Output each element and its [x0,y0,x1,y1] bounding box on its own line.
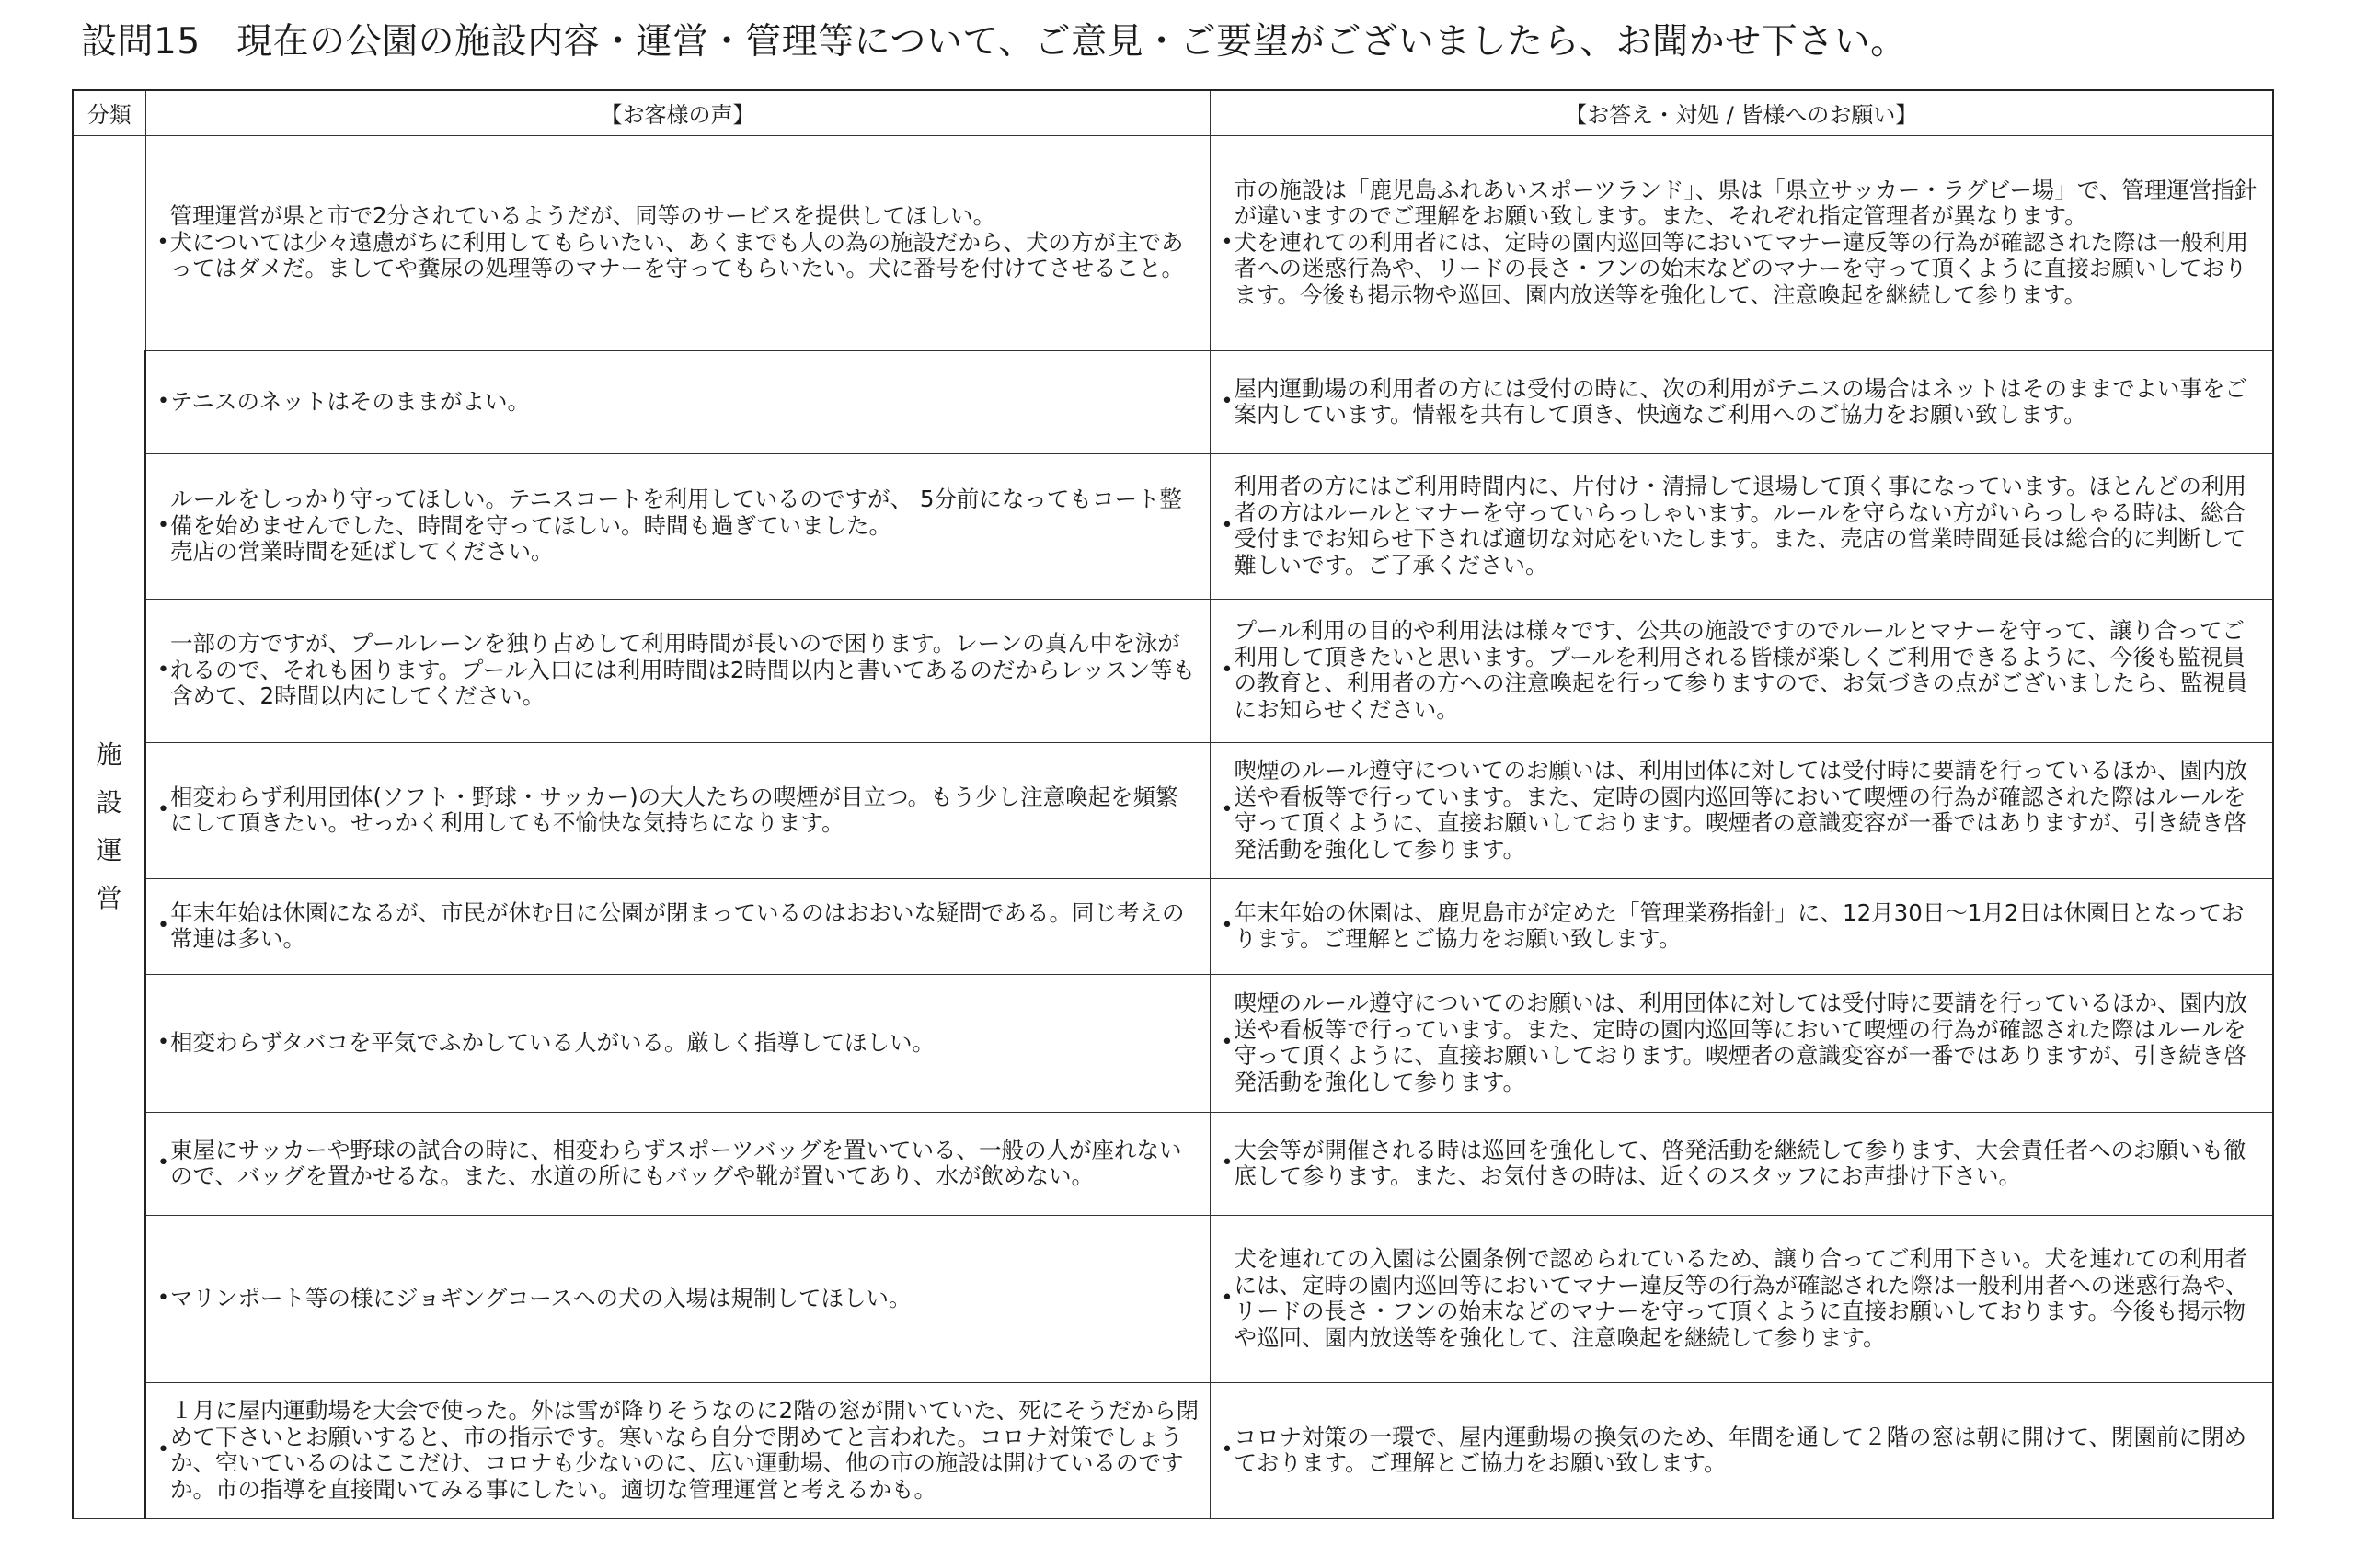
answer-cell [1210,1215,2273,1382]
answer-text: 犬を連れての入園は公園条例で認められているため、譲り合ってご利用下さい。犬を連れての利用者には、定時の園内巡回等においてマナー違反等の行為が確認された際は一般利用者への迷惑行為や、リードの長さ・フンの始末などのマナーを守って頂くように直接お願いしております。今後も掲示物や巡回、園内放送等を強化して、注意喚起を継続して参ります。 [1234,1245,2248,1351]
bullet: • [1221,914,1234,937]
customer-voice-text: 相変わらず利用団体(ソフト・野球・サッカー)の大人たちの喫煙が目立つ。もう少し注意喚起を頻繁にして頂きたい。せっかく利用しても不愉快な気持ちになります。 [170,783,1178,836]
bullet: • [1221,231,1234,254]
category-char: 営 [96,883,122,913]
bullet: • [156,231,169,254]
table-row [73,599,2273,742]
table-row [73,878,2273,974]
header-answer: 【お答え・対処 / 皆様へのお願い】 [1210,90,2273,135]
answer-text: 屋内運動場の利用者の方には受付の時に、次の利用がテニスの場合はネットはそのままでよい事をご案内しています。情報を共有して頂き、快適なご利用へのご協力をお願い致します。 [1234,374,2248,428]
answer-text: コロナ対策の一環で、屋内運動場の換気のため、年間を通して２階の窓は朝に開けて、閉園前に閉めております。ご理解とご協力をお願い致します。 [1234,1423,2247,1476]
table-row [73,1112,2273,1215]
customer-voice-cell [145,350,1210,453]
answer-cell [1210,350,2273,453]
bullet: • [1221,1151,1234,1174]
bullet: • [1221,1438,1234,1461]
customer-voice-text: 年末年始は休園になるが、市民が休む日に公園が閉まっているのはおおいな疑問である。同じ考えの常連は多い。 [170,898,1185,952]
customer-voice-text: １月に屋内運動場を大会で使った。外は雪が降りそうなのに2階の窓が開いていた、死にそうだから閉めて下さいとお願いすると、市の指示です。寒いなら自分で閉めてと言われた。コロナ対策でしょうか、空いているのはここだけ、コロナも少ないのに、広い運動場、他の市の施設は開けているのですか。市の指導を直接聞いてみる事にしたい。適切な管理運営と考えるかも。 [170,1397,1200,1503]
table-row [73,1215,2273,1382]
feedback-table [72,89,2274,1519]
answer-cell [1210,742,2273,878]
bullet: • [1221,514,1234,537]
customer-voice-cell [145,742,1210,878]
bullet: • [157,1438,169,1461]
bullet: • [157,514,169,537]
answer-text: 年末年始の休園は、鹿児島市が定めた「管理業務指針」に、12月30日～1月2日は休園日となっております。ご理解とご協力をお願い致します。 [1234,898,2245,952]
customer-voice-cell [145,878,1210,974]
answer-text: プール利用の目的や利用法は様々です、公共の施設ですのでルールとマナーを守って、譲り合ってご利用して頂きたいと思います。プールを利用される皆様が楽しくご利用できるように、今後も監視員の教育と、利用者の方への注意喚起を行って参りますので、お気づきの点がございましたら、監視員にお知らせください。 [1234,617,2248,723]
bullet: • [157,658,169,681]
customer-voice-text: 東屋にサッカーや野球の試合の時に、相変わらずスポーツバッグを置いている、一般の人が座れないので、バッグを置かせるな。また、水道の所にもバッグや靴が置いてあり、水が飲めない。 [170,1136,1182,1189]
customer-voice-text: ルールをしっかり守ってほしい。テニスコートを利用しているのですが、 5分前になってもコート整備を始めませんでした、時間を守ってほしい。時間も過ぎていました。 売店の営業時間を延ばしてください。 [170,486,1182,566]
answer-text: 利用者の方にはご利用時間内に、片付け・清掃して退場して頂く事になっています。ほとんどの利用者の方はルールとマナーを守っていらっしゃいます。ルールを守らない方がいらっしゃる時は、総合受付までお知らせ下されば適切な対応をいたします。また、売店の営業時間延長は総合的に判断して難しいです。ご了承ください。 [1234,473,2247,578]
bullet: • [157,1287,169,1310]
answer-text: 喫煙のルール遵守についてのお願いは、利用団体に対しては受付時に要請を行っているほか、園内放送や看板等で行っています。また、定時の園内巡回等において喫煙の行為が確認された際はルールを守って頂くように、直接お願いしております。喫煙者の意識変容が一番ではありますが、引き続き啓発活動を強化して参ります。 [1234,757,2248,863]
customer-voice-text: テニスのネットはそのままがよい。 [170,387,531,415]
table-header-row [73,90,2273,135]
customer-voice-cell [145,135,1210,350]
customer-voice-cell [145,599,1210,742]
answer-cell [1210,974,2273,1112]
answer-cell [1210,1112,2273,1215]
table-row [73,350,2273,453]
customer-voice-text: 相変わらずタバコを平気でふかしている人がいる。厳しく指導してほしい。 [170,1028,936,1056]
header-category: 分類 [73,90,145,135]
bullet: • [157,914,169,937]
answer-cell [1210,1382,2273,1518]
table-row [73,135,2273,350]
customer-voice-text: 管理運営が県と市で2分されているようだが、同等のサービスを提供してほしい。 犬については少々遠慮がちに利用してもらいたい、あくまでも人の為の施設だから、犬の方が主であってはダメだ。ましてや糞尿の処理等のマナーを守ってもらいたい。犬に番号を付けてさせること。 [169,202,1184,282]
table-row [73,1382,2273,1518]
bullet: • [157,1151,169,1174]
answer-cell [1210,599,2273,742]
bullet: • [1221,658,1234,681]
table-row [73,453,2273,599]
header-customer-voice: 【お客様の声】 [145,90,1210,135]
customer-voice-text: 一部の方ですが、プールレーンを独り占めして利用時間が長いので困ります。レーンの真ん中を泳がれるので、それも困ります。プール入口には利用時間は2時間以内と書いてあるのだからレッスン等も含めて、2時間以内にしてください。 [170,630,1196,710]
category-char: 設 [96,787,122,818]
answer-text: 喫煙のルール遵守についてのお願いは、利用団体に対しては受付時に要請を行っているほか、園内放送や看板等で行っています。また、定時の園内巡回等において喫煙の行為が確認された際はルールを守って頂くように、直接お願いしております。喫煙者の意識変容が一番ではありますが、引き続き啓発活動を強化して参ります。 [1234,990,2248,1095]
customer-voice-cell [145,1112,1210,1215]
bullet: • [1221,390,1234,413]
category-char: 運 [96,835,122,865]
table-row [73,742,2273,878]
bullet: • [1221,1031,1234,1054]
bullet: • [157,1031,169,1054]
customer-voice-cell [145,1215,1210,1382]
category-char: 施 [96,739,122,770]
bullet: • [1221,798,1234,821]
answer-cell [1210,135,2273,350]
bullet: • [1221,1287,1234,1310]
answer-text: 市の施設は「鹿児島ふれあいスポーツランド」、県は「県立サッカー・ラグビー場」で、管理運営指針が違いますのでご理解をお願い致します。また、それぞれ指定管理者が異なります。 犬を連れての利用者には、定時の園内巡回等においてマナー違反等の行為が確認された際は一般利用者への迷惑行為や、リードの長さ・フンの始末などのマナーを守って頂くように直接お願いしております。今後も掲示物や巡回、園内放送等を強化して、注意喚起を継続して参ります。 [1234,176,2257,308]
answer-cell [1210,878,2273,974]
category-cell [73,135,145,1518]
page-title: 設問15 現在の公園の施設内容・運営・管理等について、ご意見・ご要望がございましたら、お聞かせ下さい。 [81,21,1907,63]
customer-voice-text: マリンポート等の様にジョギングコースへの犬の入場は規制してほしい。 [170,1284,912,1311]
answer-text: 大会等が開催される時は巡回を強化して、啓発活動を継続して参ります、大会責任者へのお願いも徹底して参ります。また、お気付きの時は、近くのスタッフにお声掛け下さい。 [1234,1136,2246,1189]
table-row [73,974,2273,1112]
customer-voice-cell [145,453,1210,599]
answer-cell [1210,453,2273,599]
customer-voice-cell [145,974,1210,1112]
bullet: • [157,798,169,821]
customer-voice-cell [145,1382,1210,1518]
bullet: • [157,390,169,413]
